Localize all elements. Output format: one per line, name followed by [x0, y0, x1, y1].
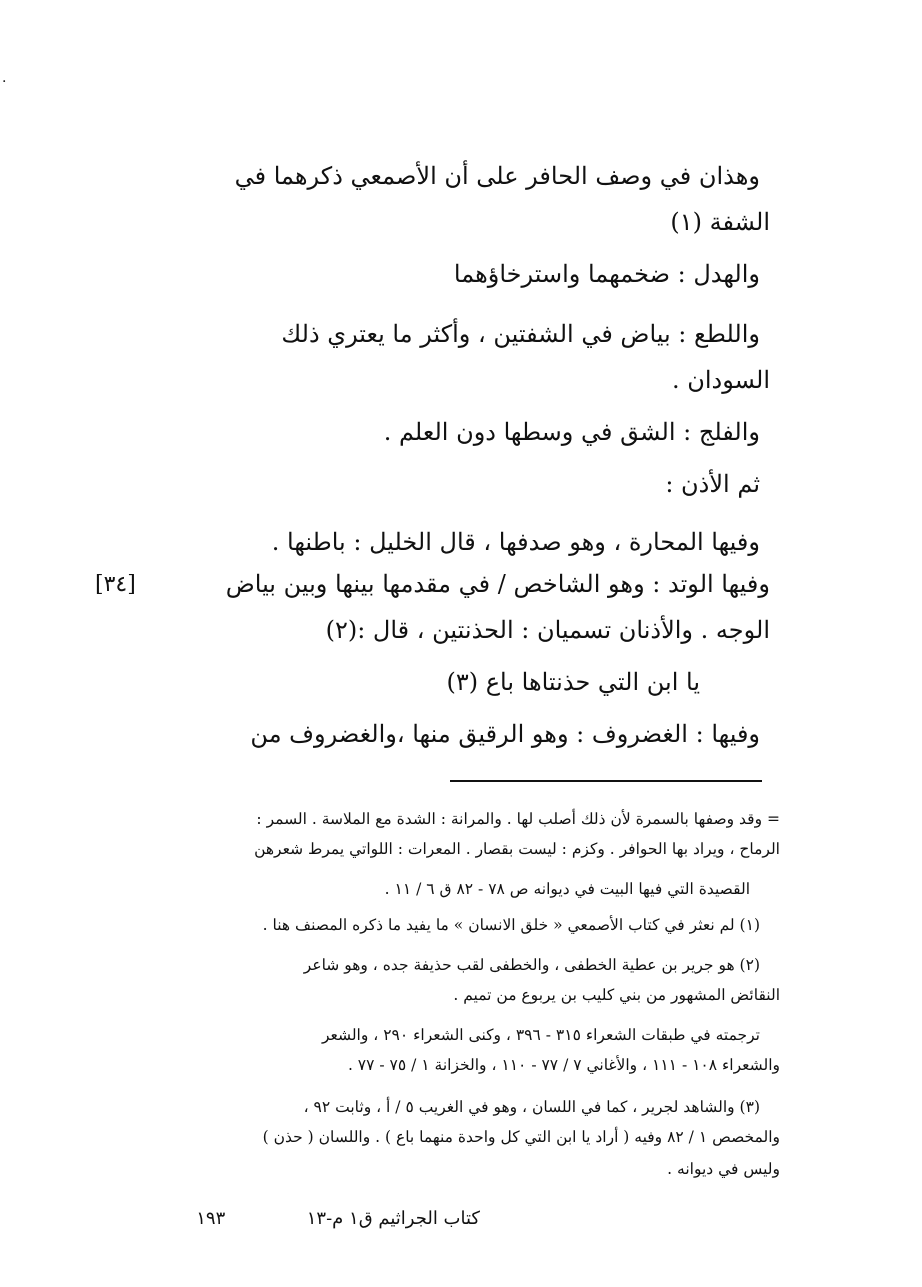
main-text-line: ثم الأذن : — [665, 470, 760, 498]
main-text-line: وفيها المحارة ، وهو صدفها ، قال الخليل : باطنها . — [271, 528, 760, 556]
main-text-line: السودان . — [671, 366, 770, 394]
main-text-line: والهدل : ضخمهما واسترخاؤهما — [453, 260, 760, 288]
footnote-line: (٢) هو جرير بن عطية الخطفى ، والخطفى لقب حذيفة جده ، وهو شاعر — [303, 956, 760, 974]
stray-mark: · — [2, 74, 7, 90]
footnote-line: = وقد وصفها بالسمرة لأن ذلك أصلب لها . والمرانة : الشدة مع الملاسة . السمر : — [256, 810, 780, 828]
main-text-line: وفيها الوتد : وهو الشاخص / في مقدمها بينها وبين بياض — [225, 570, 770, 598]
folio-marker: [٣٤] — [95, 572, 136, 597]
page-number: ١٩٣ — [196, 1208, 226, 1229]
running-title: كتاب الجراثيم ق١ م-١٣ — [306, 1208, 480, 1229]
main-text-line: يا ابن التي حذنتاها باع (٣) — [446, 668, 700, 696]
main-text-line: والفلج : الشق في وسطها دون العلم . — [383, 418, 760, 446]
main-text-line: وفيها : الغضروف : وهو الرقيق منها ،والغضروف من — [250, 720, 760, 748]
main-text-line: واللطع : بياض في الشفتين ، وأكثر ما يعتري ذلك — [281, 320, 760, 348]
footnote-line: (٣) والشاهد لجرير ، كما في اللسان ، وهو في الغريب ٥ / أ ، وثابت ٩٢ ، — [303, 1098, 760, 1116]
main-text-line: الوجه . والأذنان تسميان : الحذنتين ، قال :(٢) — [325, 616, 770, 644]
footnote-divider — [450, 780, 762, 782]
footnote-line: النقائض المشهور من بني كليب بن يربوع من تميم . — [453, 986, 780, 1004]
footnote-line: القصيدة التي فيها البيت في ديوانه ص ٧٨ - ٨٢ ق ٦ / ١١ . — [384, 880, 750, 898]
footnote-line: والشعراء ١٠٨ - ١١١ ، والأغاني ٧ / ٧٧ - ١١٠ ، والخزانة ١ / ٧٥ - ٧٧ . — [347, 1056, 780, 1074]
main-text-line: الشفة (١) — [670, 208, 770, 236]
footnote-line: والمخصص ١ / ٨٢ وفيه ( أراد يا ابن التي كل واحدة منهما باع ) . واللسان ( حذن ) — [262, 1128, 780, 1146]
footnote-line: ترجمته في طبقات الشعراء ٣١٥ - ٣٩٦ ، وكنى الشعراء ٢٩٠ ، والشعر — [321, 1026, 760, 1044]
footnote-line: (١) لم نعثر في كتاب الأصمعي « خلق الانسان » ما يفيد ما ذكره المصنف هنا . — [262, 916, 760, 934]
page-footer — [150, 1208, 480, 1238]
footnote-line: وليس في ديوانه . — [667, 1160, 780, 1178]
main-text-line: وهذان في وصف الحافر على أن الأصمعي ذكرهما في — [234, 162, 760, 190]
footnote-line: الرماح ، ويراد بها الحوافر . وكزم : ليست بقصار . المعرات : اللواتي يمرط شعرهن — [254, 840, 780, 858]
